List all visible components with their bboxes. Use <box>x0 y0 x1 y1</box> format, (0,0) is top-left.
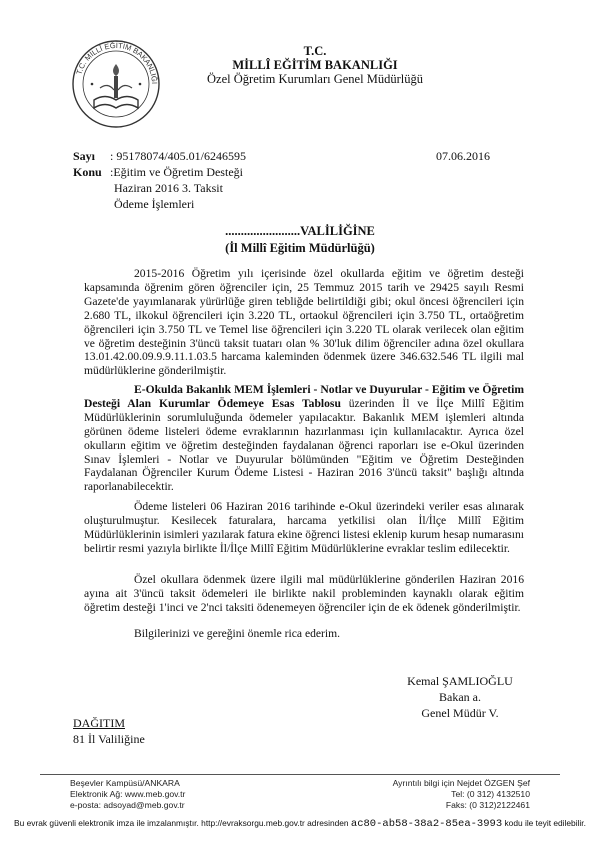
sayi-label: Sayı <box>73 149 96 163</box>
verification-prefix: Bu evrak güvenli elektronik imza ile imzalanmıştır. http://evraksorgu.meb.gov.tr adresinden <box>14 818 349 828</box>
konu-label: Konu <box>73 165 102 179</box>
konu-line2: Haziran 2016 3. Taksit <box>114 181 223 195</box>
signer-name: Kemal ŞAMLIOĞLU <box>407 674 513 688</box>
footer-address: Beşevler Kampüsü/ANKARA <box>70 778 180 788</box>
footer-right <box>370 778 530 811</box>
paragraph-2-rest: üzerinden İl ve İlçe Millî Eğitim Müdürlüklerinin sorumluluğunda ödemeler yapılacaktır. Bakanlık MEM işlemleri altında görünen ödeme listeleri ödeme evraklarının hazırlanması için kullanılacaktır. Ayrıca özel okulların eğitim ve öğretim desteğinden faydalanan öğrenci raporları ise e-Okul üzerinden Sınav İşlemleri - Notlar ve Duyurular bölümünden "Eğitim ve Öğretim Desteğinden Faydalanan Öğrenciler Kurum Ödeme Listesi - Haziran 2016 3'üncü taksit" başlığı altında raporlanabilecektir. <box>84 396 524 494</box>
header-ministry: MİLLÎ EĞİTİM BAKANLIĞI <box>232 58 398 72</box>
konu-line1: :Eğitim ve Öğretim Desteği <box>110 165 243 179</box>
verification-line <box>0 818 600 830</box>
footer-email: e-posta: adsoyad@meb.gov.tr <box>70 800 185 810</box>
footer-divider <box>40 774 560 775</box>
header-directorate: Özel Öğretim Kurumları Genel Müdürlüğü <box>207 72 423 86</box>
distribution-item: 81 İl Valiliğine <box>73 732 145 746</box>
signer-title-2: Genel Müdür V. <box>421 706 499 720</box>
footer-website: Elektronik Ağ: www.meb.gov.tr <box>70 789 186 799</box>
document-date: 07.06.2016 <box>436 149 490 163</box>
footer-left <box>70 778 185 811</box>
svg-text:T.C. MİLLÎ EĞİTİM BAKANLIĞI: T.C. MİLLÎ EĞİTİM BAKANLIĞI <box>74 40 160 85</box>
distribution-title: DAĞITIM <box>73 716 125 730</box>
paragraph-1: 2015-2016 Öğretim yılı içerisinde özel okullarda eğitim ve öğretim desteği kapsamında öğrenim gören öğrenciler için, 25 Temmuz 2015 tarih ve 29425 sayılı Resmi Gazete'de yayımlanarak yürürlüğe giren tebliğde belirtildiği gibi; okul öncesi öğrencileri için 2.680 TL, ilkokul öğrencileri için 3.220 TL, ortaokul öğrencileri için 3.750 TL, ortaöğretim öğrencileri için 3.750 TL ve Temel lise öğrencileri için 3.220 TL olarak verilecek olan eğitim ve öğretim desteğinin 3'üncü taksit tuatarı olan % 30'luk dilim öğrenciler adına özel okullara 13.01.42.00.09.9.9.11.1.03.5 harcama kaleminden ödenmek üzere 346.632.546 TL ilgili mal müdürlüklerine gönderilmiştir. <box>84 267 524 378</box>
konu-row <box>73 164 243 180</box>
sayi-value: : 95178074/405.01/6246595 <box>110 149 247 163</box>
paragraph-3: Ödeme listeleri 06 Haziran 2016 tarihinde e-Okul üzerindeki veriler esas alınarak oluşturulmuştur. Kesilecek faturalara, harcama yetkilisi olan İl/İlçe Millî Eğitim Müdürlüklerinin isimleri yazılarak fatura ekine öğrenci listesi eklenip kurum hesap numarasını belirtir resmi yazıyla birlikte İl/İlçe Millî Eğitim Müdürlüklerine evraklar teslim edilecektir. <box>84 500 524 555</box>
verification-code: ac80-ab58-38a2-85ea-3993 <box>350 818 503 830</box>
addressee-line2: (İl Millî Eğitim Müdürlüğü) <box>225 241 375 255</box>
paragraph-4: Özel okullara ödenmek üzere ilgili mal müdürlüklerine gönderilen Haziran 2016 ayına ait 3'üncü taksit ödemeleri ile birlikte nakil probleminden kaynaklı olarak eğitim öğretim desteği 1'inci ve 2'nci taksiti ödenemeyen öğrenciler için de ek ödenek gönderilmiştir. <box>84 573 524 614</box>
header-country: T.C. <box>303 44 327 58</box>
sayi-row <box>73 148 246 164</box>
ministry-seal-icon <box>70 38 162 130</box>
footer-fax: Faks: (0 312)2122461 <box>445 800 530 810</box>
addressee-line1: ........................VALİLİĞİNE <box>225 224 375 238</box>
footer-contact-person: Ayrıntılı bilgi için Nejdet ÖZGEN Şef <box>392 778 530 788</box>
verification-suffix: kodu ile teyit edilebilir. <box>504 818 586 828</box>
signer-title-1: Bakan a. <box>439 690 481 704</box>
konu-line3: Ödeme İşlemleri <box>114 197 195 211</box>
paragraph-2 <box>84 383 524 494</box>
paragraph-2-bold: E-Okulda Bakanlık MEM İşlemleri - Notlar ve Duyurular - Eğitim ve Öğretim Desteği Alan Kurumlar Ödemeye Esas Tablosu <box>84 383 524 410</box>
footer-phone: Tel: (0 312) 4132510 <box>451 789 530 799</box>
paragraph-5: Bilgilerinizi ve gereğini önemle rica ederim. <box>134 627 341 640</box>
